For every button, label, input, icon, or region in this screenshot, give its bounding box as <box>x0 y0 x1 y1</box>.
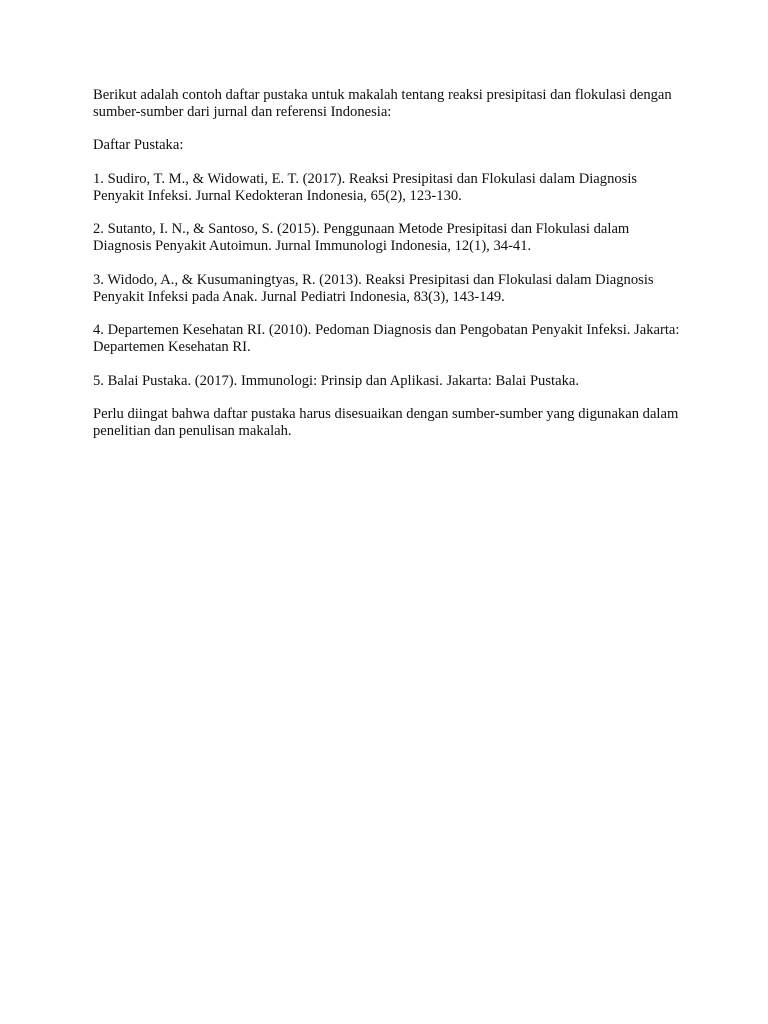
document-page <box>93 87 683 457</box>
reference-item: 5. Balai Pustaka. (2017). Immunologi: Prinsip dan Aplikasi. Jakarta: Balai Pustaka. <box>93 372 579 389</box>
closing-paragraph: Perlu diingat bahwa daftar pustaka harus disesuaikan dengan sumber-sumber yang digunakan dalam penelitian dan penulisan makalah. <box>93 406 679 439</box>
reference-item: 1. Sudiro, T. M., & Widowati, E. T. (2017). Reaksi Presipitasi dan Flokulasi dalam Diagnosis Penyakit Infeksi. Jurnal Kedokteran Indonesia, 65(2), 123-130. <box>93 170 638 204</box>
reference-item: 3. Widodo, A., & Kusumaningtyas, R. (2013). Reaksi Presipitasi dan Flokulasi dalam Diagnosis Penyakit Infeksi pada Anak. Jurnal Pediatri Indonesia, 83(3), 143-149. <box>93 271 654 305</box>
references-heading: Daftar Pustaka: <box>93 137 184 154</box>
reference-item: 2. Sutanto, I. N., & Santoso, S. (2015). Penggunaan Metode Presipitasi dan Flokulasi dalam Diagnosis Penyakit Autoimun. Jurnal Immunologi Indonesia, 12(1), 34-41. <box>93 221 630 255</box>
reference-item: 4. Departemen Kesehatan RI. (2010). Pedoman Diagnosis dan Pengobatan Penyakit Infeksi. Jakarta: Departemen Kesehatan RI. <box>93 322 680 355</box>
reference-list <box>93 171 683 389</box>
intro-paragraph: Berikut adalah contoh daftar pustaka untuk makalah tentang reaksi presipitasi dan flokulasi dengan sumber-sumber dari jurnal dan referensi Indonesia: <box>93 87 672 120</box>
